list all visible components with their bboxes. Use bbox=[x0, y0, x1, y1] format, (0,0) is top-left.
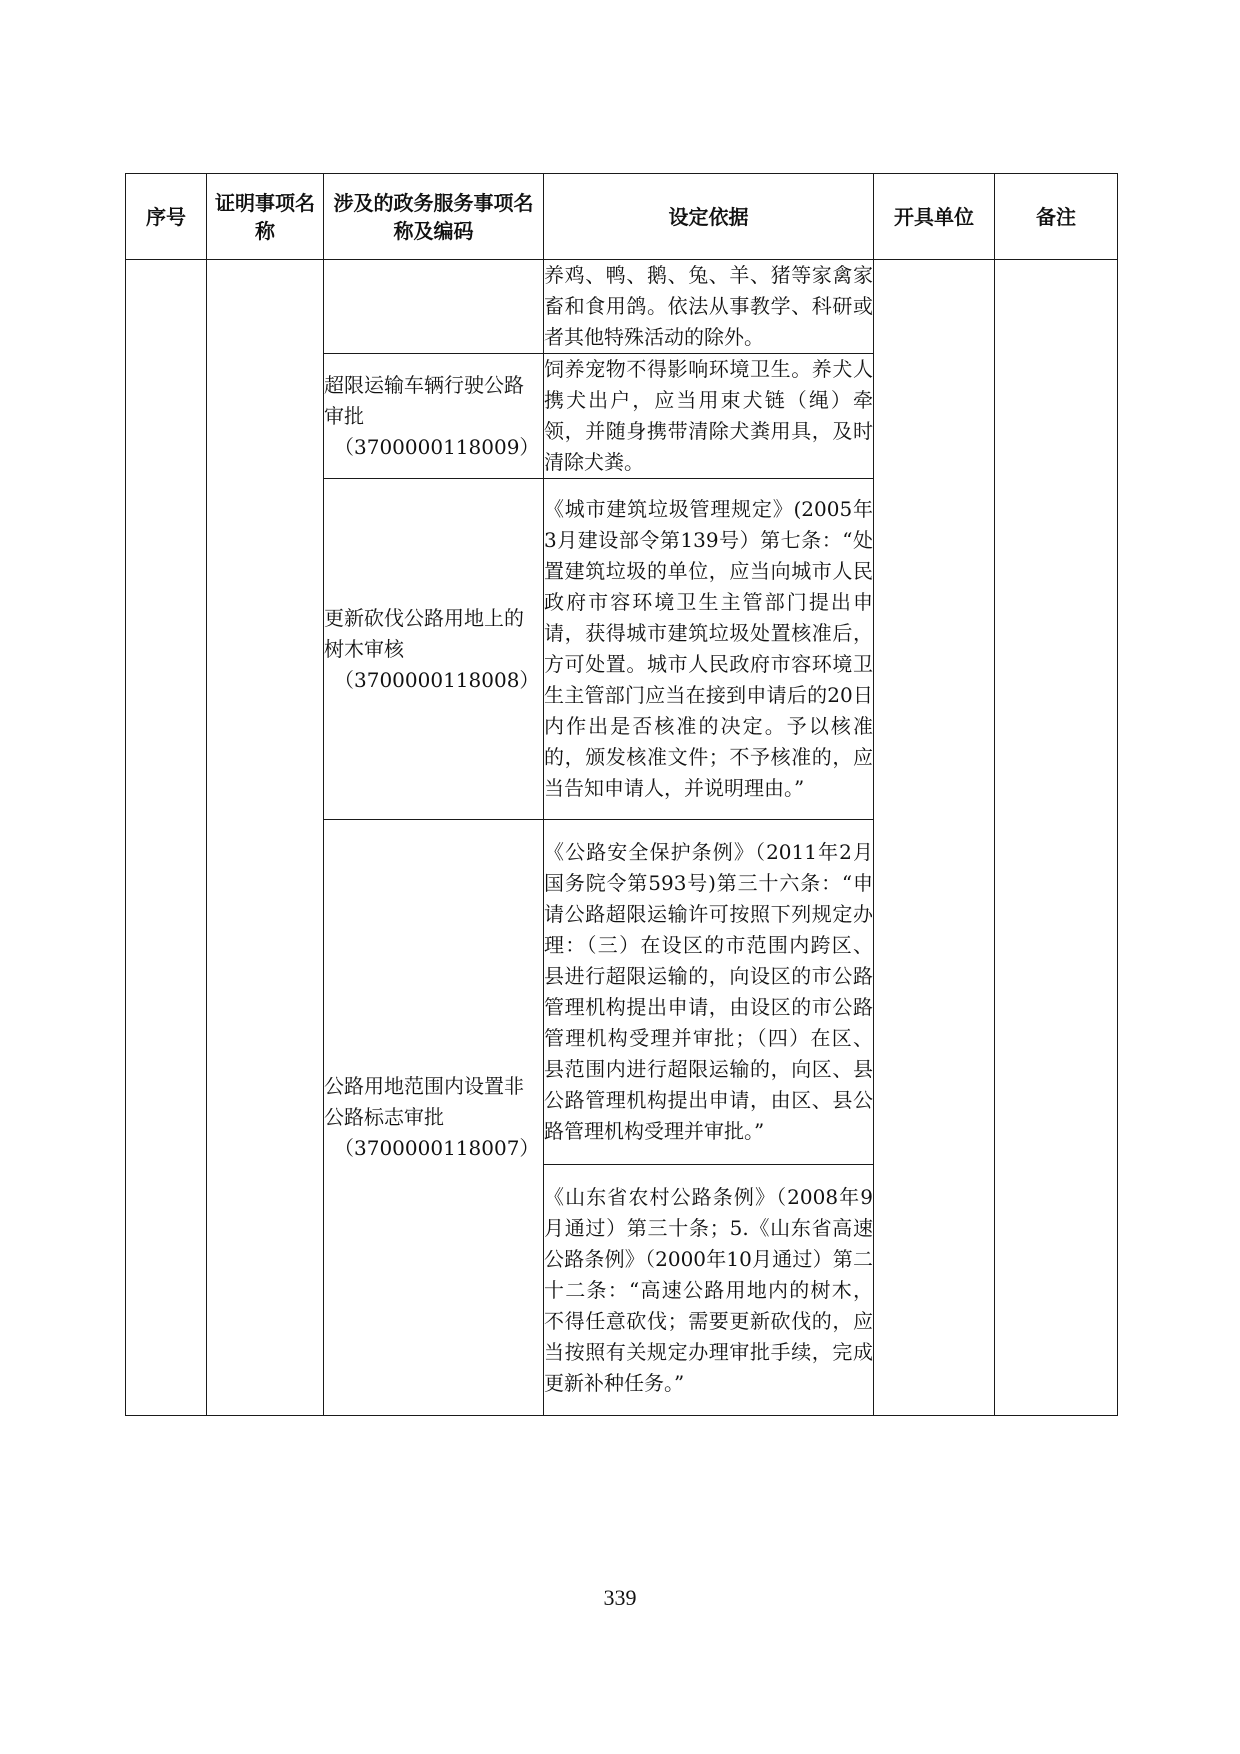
basis-cell: 《城市建筑垃圾管理规定》(2005年3月建设部令第139号）第七条：“处置建筑垃圾的单位，应当向城市人民政府市容环境卫生主管部门提出申请，获得城市建筑垃圾处置核准后，方可处置。城市人民政府市容环境卫生主管部门应当在接到申请后的20日内作出是否核准的决定。予以核准的，颁发核准文件；不予核准的，应当告知申请人，并说明理由。” bbox=[544, 479, 874, 820]
service-code: （3700000118009） bbox=[334, 434, 540, 459]
header-seq: 序号 bbox=[126, 174, 207, 260]
issuer-cell bbox=[874, 260, 995, 1416]
service-code: （3700000118008） bbox=[334, 667, 540, 692]
service-cell bbox=[324, 260, 544, 354]
service-name: 更新砍伐公路用地上的树木审核 bbox=[324, 605, 524, 661]
header-service-item: 涉及的政务服务事项名称及编码 bbox=[324, 174, 544, 260]
basis-cell: 饲养宠物不得影响环境卫生。养犬人携犬出户，应当用束犬链（绳）牵领，并随身携带清除犬粪用具，及时清除犬粪。 bbox=[544, 354, 874, 479]
service-cell bbox=[324, 354, 544, 479]
remark-cell bbox=[995, 260, 1118, 1416]
table-header-row bbox=[126, 174, 1118, 260]
seq-cell bbox=[126, 260, 207, 1416]
service-cell bbox=[324, 479, 544, 820]
service-name: 超限运输车辆行驶公路审批 bbox=[324, 372, 524, 428]
certificate-items-table bbox=[125, 173, 1118, 1416]
header-issuer: 开具单位 bbox=[874, 174, 995, 260]
basis-cell: 《公路安全保护条例》（2011年2月国务院令第593号)第三十六条：“申请公路超限运输许可按照下列规定办理：（三）在设区的市范围内跨区、县进行超限运输的，向设区的市公路管理机构提出申请，由设区的市公路管理机构受理并审批；（四）在区、县范围内进行超限运输的，向区、县公路管理机构提出申请，由区、县公路管理机构受理并审批。” bbox=[544, 820, 874, 1165]
header-basis: 设定依据 bbox=[544, 174, 874, 260]
header-proof-item: 证明事项名称 bbox=[207, 174, 324, 260]
service-cell bbox=[324, 820, 544, 1416]
proof-item-cell bbox=[207, 260, 324, 1416]
basis-cell: 养鸡、鸭、鹅、兔、羊、猪等家禽家畜和食用鸽。依法从事教学、科研或者其他特殊活动的除外。 bbox=[544, 260, 874, 354]
table-row bbox=[126, 260, 1118, 354]
page-number: 339 bbox=[603, 1585, 637, 1610]
header-remark: 备注 bbox=[995, 174, 1118, 260]
basis-cell: 《山东省农村公路条例》（2008年9月通过）第三十条；5.《山东省高速公路条例》（2000年10月通过）第二十二条：“高速公路用地内的树木，不得任意砍伐；需要更新砍伐的，应当按照有关规定办理审批手续，完成更新补种任务。” bbox=[544, 1165, 874, 1416]
service-code: （3700000118007） bbox=[334, 1136, 540, 1160]
service-name: 公路用地范围内设置非公路标志审批 bbox=[324, 1074, 524, 1129]
